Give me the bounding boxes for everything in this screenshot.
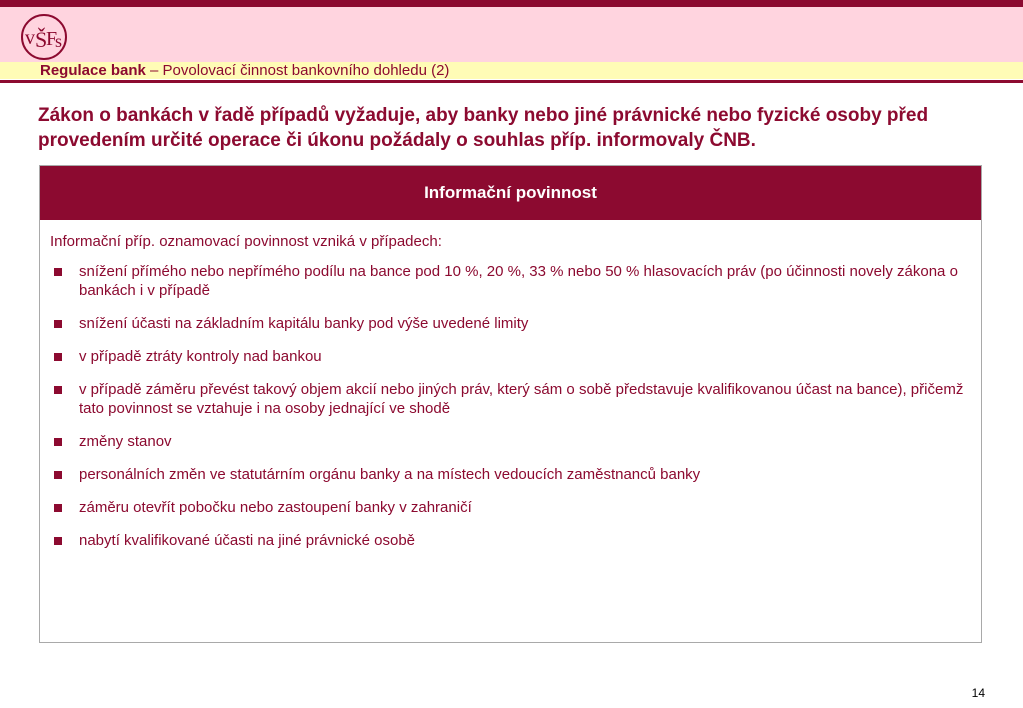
info-box-title: Informační povinnost (40, 166, 981, 220)
svg-text:s: s (55, 31, 63, 51)
list-item (50, 465, 971, 484)
list-item-text: záměru otevřít pobočku nebo zastoupení banky v zahraničí (79, 499, 472, 516)
subtitle-detail: – Povolovací činnost bankovního dohledu (2) (145, 62, 450, 79)
list-item (50, 380, 971, 418)
svg-text:v: v (25, 27, 35, 49)
header-rule (0, 80, 1023, 83)
svg-text:Š: Š (35, 27, 48, 52)
bullet-square-icon (54, 320, 62, 328)
list-item-text: personálních změn ve statutárním orgánu banky a na místech vedoucích zaměstnanců banky (79, 466, 701, 483)
list-item (50, 314, 971, 333)
list-item (50, 432, 971, 451)
list-item (50, 531, 971, 550)
headline: Zákon o bankách v řadě případů vyžaduje, aby banky nebo jiné právnické nebo fyzické osoby před provedením určité operace či úkonu požádaly o souhlas příp. informovaly ČNB. (38, 105, 929, 151)
list-item-text: snížení účasti na základním kapitálu banky pod výše uvedené limity (79, 315, 529, 332)
top-bar (0, 0, 1023, 7)
bullet-square-icon (54, 471, 62, 479)
svg-text:F: F (46, 28, 58, 50)
bullet-square-icon (54, 353, 62, 361)
list-item-text: v případě ztráty kontroly nad bankou (79, 348, 322, 365)
list-item-text: nabytí kvalifikované účasti na jiné právnické osobě (79, 532, 416, 549)
list-item-text: snížení přímého nebo nepřímého podílu na bance pod 10 %, 20 %, 33 % nebo 50 % hlasovacích práv (po účinnosti novely zákona o bankách i v případě (79, 263, 958, 299)
header-band (0, 7, 1023, 62)
info-box-body (40, 220, 981, 550)
vsfs-logo-icon (18, 11, 70, 63)
bullet-square-icon (54, 386, 62, 394)
list-item-text: v případě záměru převést takový objem akcií nebo jiných práv, který sám o sobě představuje kvalifikovanou účast na bance), přičemž tato povinnost se vztahuje i na osoby jednající ve shodě (79, 381, 964, 417)
bullet-square-icon (54, 268, 62, 276)
subtitle-topic: Regulace bank (40, 62, 146, 79)
list-item (50, 262, 971, 300)
page-number: 14 (971, 686, 985, 700)
obligation-list (50, 262, 971, 550)
list-item-text: změny stanov (79, 433, 172, 450)
bullet-square-icon (54, 438, 62, 446)
bullet-square-icon (54, 537, 62, 545)
bullet-square-icon (54, 504, 62, 512)
list-item (50, 347, 971, 366)
list-item (50, 498, 971, 517)
info-box (39, 165, 982, 643)
slide-subtitle (40, 62, 449, 80)
info-box-intro: Informační příp. oznamovací povinnost vzniká v případech: (50, 233, 442, 250)
